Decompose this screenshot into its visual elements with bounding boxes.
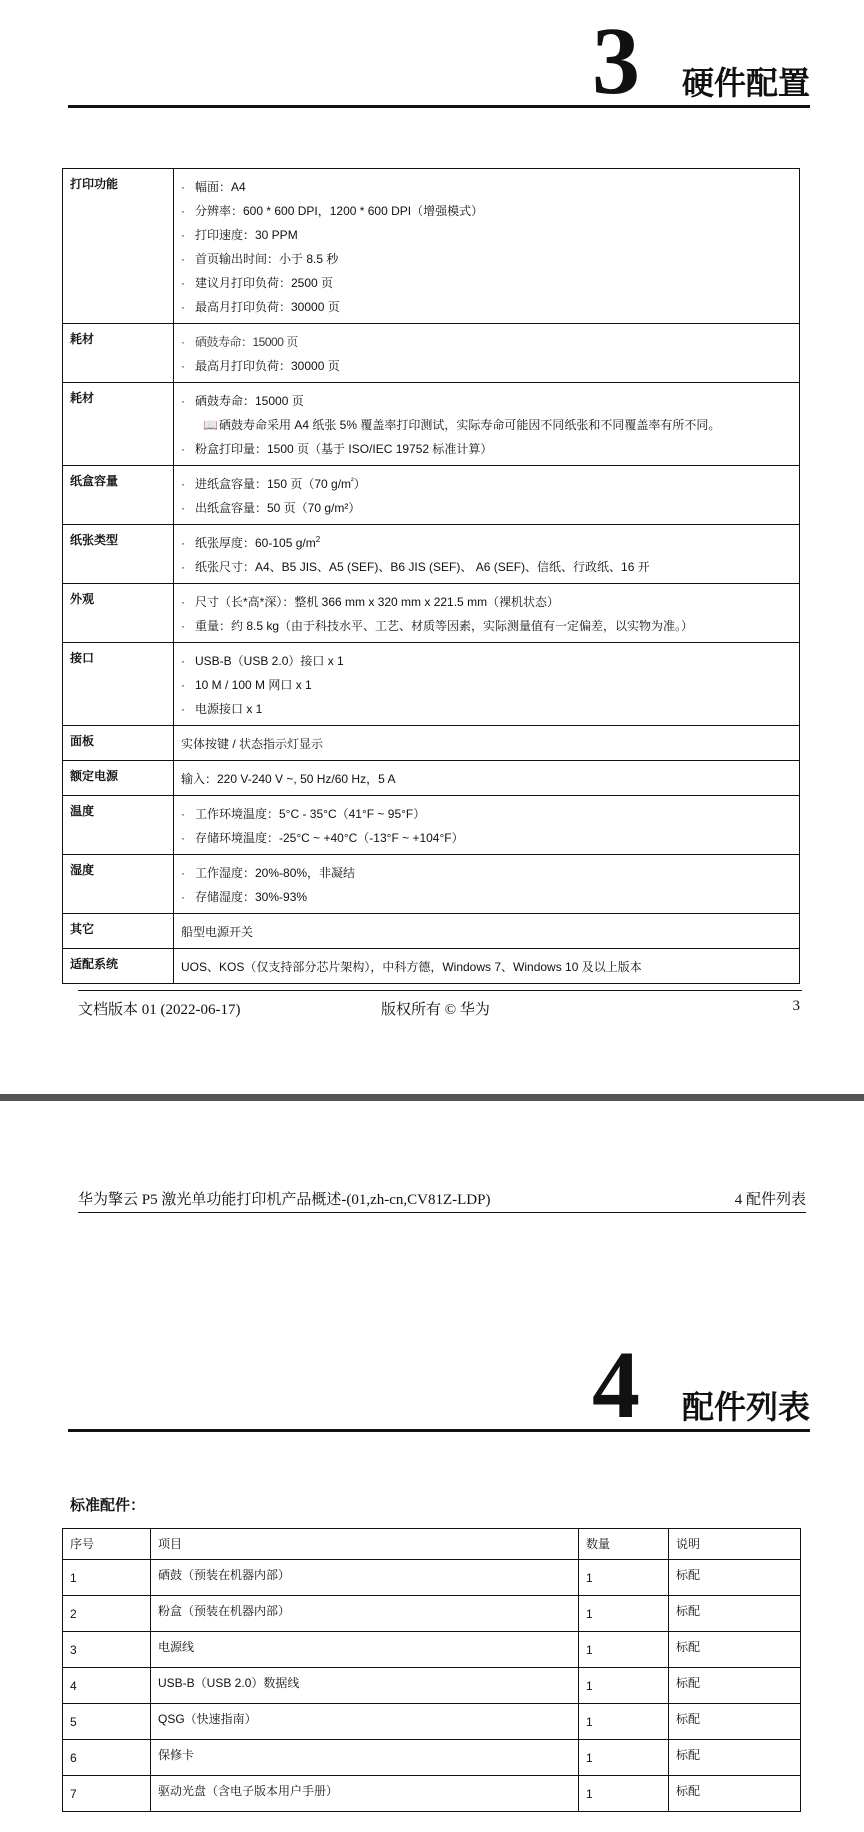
spec-value: 船型电源开关 bbox=[181, 925, 254, 939]
running-header bbox=[78, 1184, 806, 1213]
cell-item: USB-B（USB 2.0）数据线 bbox=[151, 1668, 579, 1704]
column-header: 序号 bbox=[63, 1529, 151, 1560]
bullet-icon: · bbox=[181, 180, 185, 194]
page-footer bbox=[78, 990, 802, 1020]
table-row bbox=[63, 466, 800, 525]
bullet-icon: · bbox=[181, 335, 185, 349]
page-number: 3 bbox=[792, 998, 800, 1014]
spec-item: 建议月打印负荷：2500 页 bbox=[195, 276, 334, 290]
cell-desc: 标配 bbox=[669, 1632, 801, 1668]
table-row bbox=[63, 169, 800, 324]
cell-item: 驱动光盘（含电子版本用户手册） bbox=[151, 1776, 579, 1812]
table-row bbox=[63, 1776, 801, 1812]
table-row bbox=[63, 1668, 801, 1704]
spec-item: 出纸盒容量：50 页（70 g/m²） bbox=[195, 501, 361, 515]
row-value bbox=[174, 796, 800, 855]
cell-qty: 1 bbox=[579, 1668, 669, 1704]
row-label: 打印功能 bbox=[63, 169, 174, 324]
section-name: 4 配件列表 bbox=[734, 1192, 806, 1208]
bullet-icon: · bbox=[181, 595, 185, 609]
spec-item: 分辨率：600 * 600 DPI，1200 * 600 DPI（增强模式） bbox=[195, 204, 484, 218]
note-text: 硒鼓寿命采用 A4 纸张 5% 覆盖率打印测试，实际寿命可能因不同纸张和不同覆盖率有所不同。 bbox=[219, 418, 721, 432]
row-value bbox=[174, 383, 800, 466]
table-row bbox=[63, 1632, 801, 1668]
bullet-icon: · bbox=[181, 678, 185, 692]
table-row bbox=[63, 726, 800, 761]
row-value bbox=[174, 726, 800, 761]
chapter-title: 配件列表 bbox=[681, 1389, 810, 1425]
superscript: ² bbox=[351, 476, 354, 485]
row-label: 外观 bbox=[63, 584, 174, 643]
row-value bbox=[174, 643, 800, 726]
row-label: 其它 bbox=[63, 914, 174, 949]
spec-item: 10 M / 100 M 网口 x 1 bbox=[195, 678, 312, 692]
row-value bbox=[174, 525, 800, 584]
cell-qty: 1 bbox=[579, 1740, 669, 1776]
cell-desc: 标配 bbox=[669, 1776, 801, 1812]
chapter-title: 硬件配置 bbox=[681, 65, 810, 101]
spec-item: USB-B（USB 2.0）接口 x 1 bbox=[195, 654, 344, 668]
row-value bbox=[174, 584, 800, 643]
table-row bbox=[63, 525, 800, 584]
spec-item-close: ） bbox=[353, 477, 366, 491]
row-value bbox=[174, 949, 800, 984]
spec-value: UOS、KOS（仅支持部分芯片架构），中科方德，Windows 7、Windows 10 及以上版本 bbox=[181, 960, 642, 974]
table-row bbox=[63, 949, 800, 984]
superscript: 2 bbox=[315, 535, 321, 544]
spec-item: 粉盒打印量：1500 页（基于 ISO/IEC 19752 标准计算） bbox=[195, 442, 493, 456]
row-value bbox=[174, 169, 800, 324]
spec-item: 进纸盒容量：150 页（70 g/m bbox=[195, 477, 352, 491]
cell-no: 5 bbox=[63, 1704, 151, 1740]
row-label: 纸张类型 bbox=[63, 525, 174, 584]
row-value bbox=[174, 466, 800, 525]
doc-version: 文档版本 01 (2022-06-17) bbox=[78, 1002, 241, 1018]
spec-item: 最高月打印负荷：30000 页 bbox=[195, 359, 340, 373]
document-title: 华为擎云 P5 激光单功能打印机产品概述-(01,zh-cn,CV81Z-LDP) bbox=[78, 1192, 491, 1208]
spec-item: 硒鼓寿命：15000 页 bbox=[195, 394, 304, 408]
row-label: 适配系统 bbox=[63, 949, 174, 984]
cell-item: 粉盒（预装在机器内部） bbox=[151, 1596, 579, 1632]
column-header: 数量 bbox=[579, 1529, 669, 1560]
spec-item: 打印速度：30 PPM bbox=[195, 228, 298, 242]
table-row bbox=[63, 796, 800, 855]
bullet-icon: · bbox=[181, 252, 185, 266]
spec-item: 尺寸（长*高*深）：整机 366 mm x 320 mm x 221.5 mm（裸机状态） bbox=[195, 595, 560, 609]
spec-item: 工作湿度：20%-80%，非凝结 bbox=[195, 866, 356, 880]
table-row bbox=[63, 383, 800, 466]
spec-item: 存储湿度：30%-93% bbox=[195, 890, 308, 904]
spec-item: 硒鼓寿命：15000 页 bbox=[195, 335, 298, 349]
spec-item: 电源接口 x 1 bbox=[195, 702, 263, 716]
column-header: 说明 bbox=[669, 1529, 801, 1560]
bullet-icon: · bbox=[181, 560, 185, 574]
cell-qty: 1 bbox=[579, 1560, 669, 1596]
chapter-4-heading bbox=[68, 1331, 810, 1438]
bullet-icon: · bbox=[181, 276, 185, 290]
spec-item: 重量：约 8.5 kg（由于科技水平、工艺、材质等因素，实际测量值有一定偏差，以实物为准。） bbox=[195, 619, 694, 633]
spec-item: 工作环境温度：5°C - 35°C（41°F ~ 95°F） bbox=[195, 807, 426, 821]
spec-item: 纸张尺寸：A4、B5 JIS、A5 (SEF)、B6 JIS (SEF)、 A6 (SEF)、信纸、行政纸、16 开 bbox=[195, 560, 650, 574]
spec-value: 实体按键 / 状态指示灯显示 bbox=[181, 737, 324, 751]
bullet-icon: · bbox=[181, 300, 185, 314]
cell-item: 硒鼓（预装在机器内部） bbox=[151, 1560, 579, 1596]
bullet-icon: · bbox=[181, 536, 185, 550]
cell-qty: 1 bbox=[579, 1776, 669, 1812]
table-row bbox=[63, 584, 800, 643]
table-row bbox=[63, 1596, 801, 1632]
book-icon: 📖 bbox=[203, 418, 218, 432]
bullet-icon: · bbox=[181, 204, 185, 218]
row-label: 温度 bbox=[63, 796, 174, 855]
bullet-icon: · bbox=[181, 501, 185, 515]
row-value bbox=[174, 761, 800, 796]
cell-qty: 1 bbox=[579, 1704, 669, 1740]
chapter-number: 3 bbox=[592, 7, 640, 114]
chapter-number: 4 bbox=[592, 1331, 640, 1438]
cell-no: 3 bbox=[63, 1632, 151, 1668]
cell-desc: 标配 bbox=[669, 1560, 801, 1596]
bullet-icon: · bbox=[181, 442, 185, 456]
section-label: 标准配件： bbox=[70, 1497, 146, 1514]
row-label: 耗材 bbox=[63, 383, 174, 466]
spec-item: 存储环境温度：-25°C ~ +40°C（-13°F ~ +104°F） bbox=[195, 831, 464, 845]
cell-no: 4 bbox=[63, 1668, 151, 1704]
bullet-icon: · bbox=[181, 866, 185, 880]
bullet-icon: · bbox=[181, 477, 185, 491]
page-separator bbox=[0, 1094, 864, 1101]
cell-item: 电源线 bbox=[151, 1632, 579, 1668]
note bbox=[181, 413, 792, 437]
bullet-icon: · bbox=[181, 702, 185, 716]
chapter-3-heading bbox=[68, 7, 810, 114]
cell-desc: 标配 bbox=[669, 1668, 801, 1704]
cell-no: 7 bbox=[63, 1776, 151, 1812]
table-row bbox=[63, 1740, 801, 1776]
spec-item: 首页输出时间：小于 8.5 秒 bbox=[195, 252, 339, 266]
cell-no: 6 bbox=[63, 1740, 151, 1776]
row-label: 面板 bbox=[63, 726, 174, 761]
cell-desc: 标配 bbox=[669, 1704, 801, 1740]
parts-table bbox=[62, 1528, 801, 1812]
bullet-icon: · bbox=[181, 619, 185, 633]
row-label: 额定电源 bbox=[63, 761, 174, 796]
row-label: 湿度 bbox=[63, 855, 174, 914]
bullet-icon: · bbox=[181, 654, 185, 668]
hardware-spec-table bbox=[62, 168, 800, 984]
column-header: 项目 bbox=[151, 1529, 579, 1560]
bullet-icon: · bbox=[181, 831, 185, 845]
bullet-icon: · bbox=[181, 359, 185, 373]
spec-value: 输入：220 V-240 V ~, 50 Hz/60 Hz，5 A bbox=[181, 772, 396, 786]
cell-item: 保修卡 bbox=[151, 1740, 579, 1776]
row-label: 纸盒容量 bbox=[63, 466, 174, 525]
bullet-icon: · bbox=[181, 890, 185, 904]
cell-desc: 标配 bbox=[669, 1596, 801, 1632]
spec-item: 纸张厚度：60-105 g/m bbox=[195, 536, 316, 550]
cell-qty: 1 bbox=[579, 1596, 669, 1632]
cell-no: 1 bbox=[63, 1560, 151, 1596]
spec-item: 幅面：A4 bbox=[195, 180, 246, 194]
cell-item: QSG（快速指南） bbox=[151, 1704, 579, 1740]
table-row bbox=[63, 1560, 801, 1596]
table-row bbox=[63, 914, 800, 949]
table-row bbox=[63, 1704, 801, 1740]
bullet-icon: · bbox=[181, 394, 185, 408]
bullet-icon: · bbox=[181, 807, 185, 821]
row-label: 接口 bbox=[63, 643, 174, 726]
spec-item: 最高月打印负荷：30000 页 bbox=[195, 300, 340, 314]
bullet-icon: · bbox=[181, 228, 185, 242]
cell-desc: 标配 bbox=[669, 1740, 801, 1776]
table-row bbox=[63, 643, 800, 726]
table-row bbox=[63, 855, 800, 914]
cell-qty: 1 bbox=[579, 1632, 669, 1668]
copyright: 版权所有 © 华为 bbox=[381, 1002, 490, 1018]
row-value bbox=[174, 324, 800, 383]
row-value bbox=[174, 914, 800, 949]
cell-no: 2 bbox=[63, 1596, 151, 1632]
row-label: 耗材 bbox=[63, 324, 174, 383]
table-header-row bbox=[63, 1529, 801, 1560]
table-row bbox=[63, 761, 800, 796]
row-value bbox=[174, 855, 800, 914]
table-row bbox=[63, 324, 800, 383]
